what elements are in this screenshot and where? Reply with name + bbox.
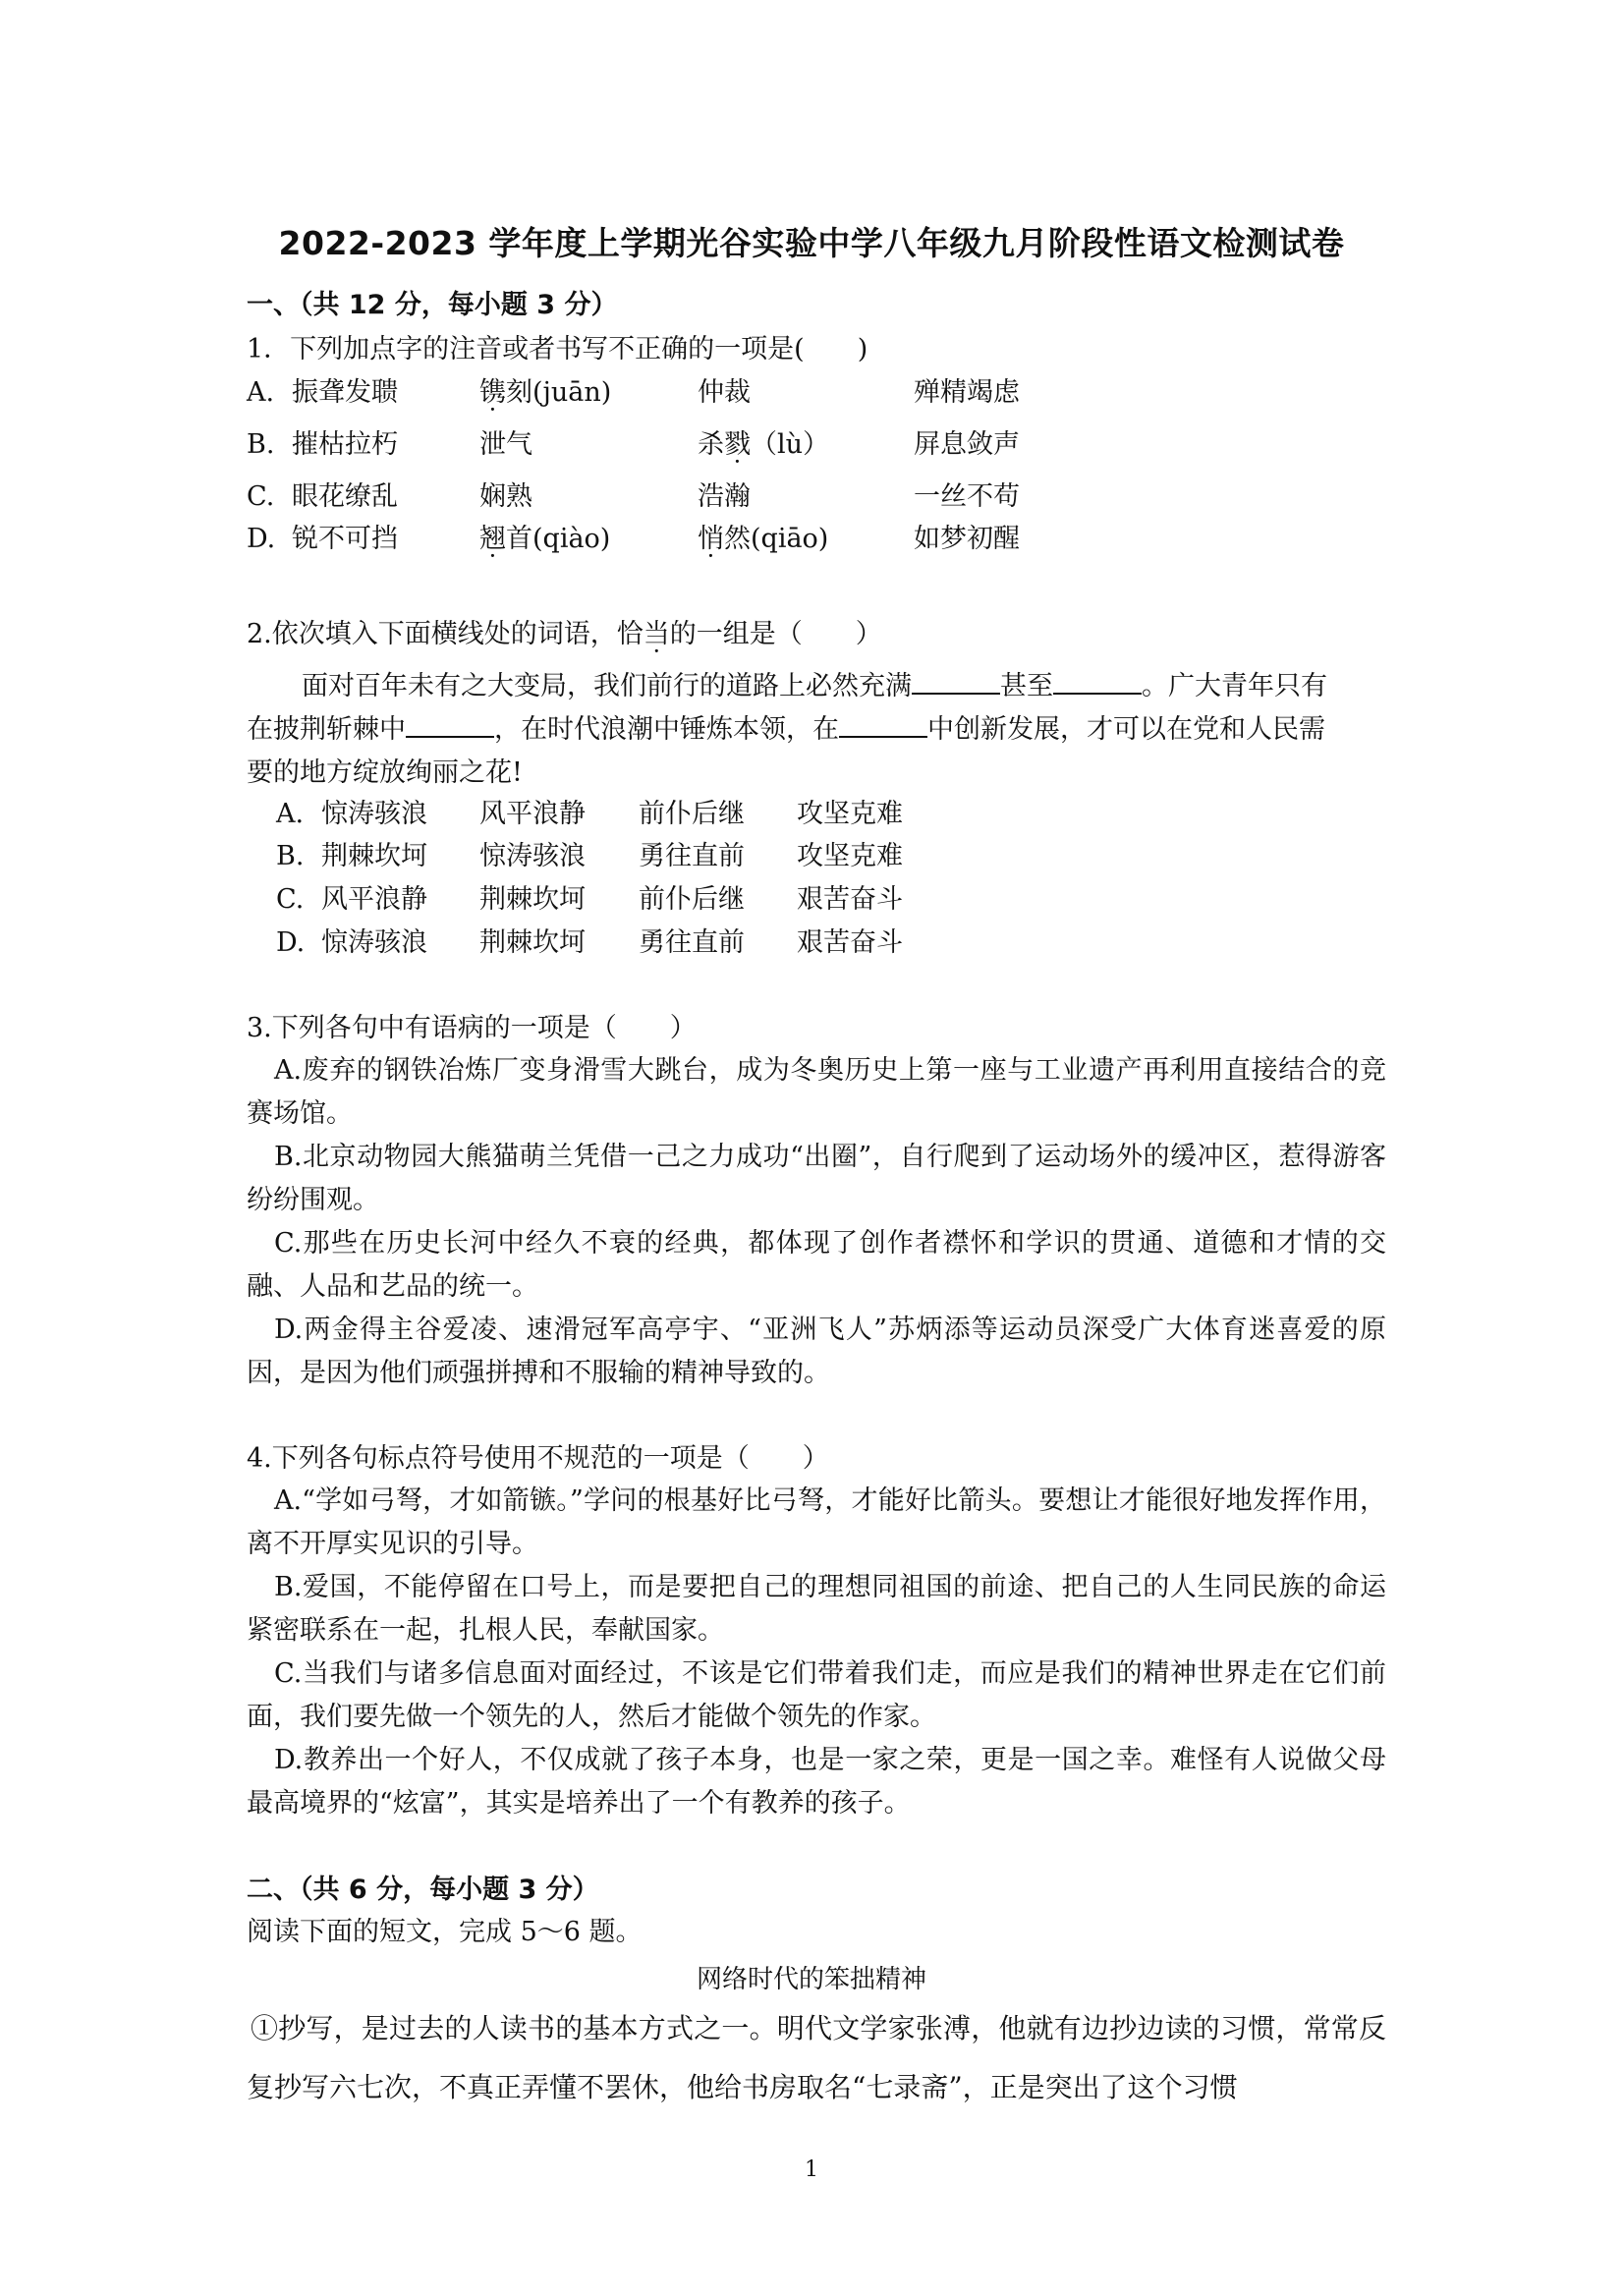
essay-title: 网络时代的笨拙精神 xyxy=(696,1965,926,1994)
q4-option-b: B.爱国，不能停留在口号上，而是要把自己的理想同祖国的前途、把自己的人生同民族的命运紧密联系在一起，扎根人民，奉献国家。 xyxy=(247,1572,1386,1646)
q2-option-b-item: 勇往直前 xyxy=(639,841,745,871)
section-1-heading: 一、（共 12 分，每小题 3 分） xyxy=(247,290,618,320)
q2-option-a-item: 风平浪静 xyxy=(479,799,586,829)
q2-option-d-label: D. xyxy=(276,927,306,958)
blank-1 xyxy=(912,667,1000,695)
q1-option-c-item: 一丝不苟 xyxy=(914,481,1020,512)
q2-option-a-item: 前仆后继 xyxy=(639,799,745,829)
q2-option-a-label: A. xyxy=(276,799,305,829)
q1-option-a-item: 振聋发聩 xyxy=(292,377,398,408)
q3-stem: 3.下列各句中有语病的一项是（ ） xyxy=(247,1013,697,1043)
q1-option-c-item: 眼花缭乱 xyxy=(292,481,398,512)
q2-option-c-item: 艰苦奋斗 xyxy=(797,884,903,915)
section-2-heading: 二、（共 6 分，每小题 3 分） xyxy=(247,1875,599,1905)
q3-option-c: C.那些在历史长河中经久不衰的经典，都体现了创作者襟怀和学识的贯通、道德和才情的交融、人品和艺品的统一。 xyxy=(247,1228,1386,1302)
q1-option-a-item: 仲裁 xyxy=(698,377,751,408)
section-2-intro: 阅读下面的短文，完成 5～6 题。 xyxy=(247,1917,643,1947)
blank-4 xyxy=(839,710,927,738)
q2-option-b-item: 惊涛骇浪 xyxy=(479,841,586,871)
q1-a2-rest: 刻(juān) xyxy=(506,377,612,408)
q1-option-a-item: 殚精竭虑 xyxy=(914,377,1020,408)
q2-option-b-label: B. xyxy=(276,841,305,871)
q2-passage: 面对百年未有之大变局，我们前行的道路上必然充满 甚至 。广大青年只有 在披荆斩棘中 ，在时代浪潮中锤炼本领，在 中创新发展，才可以在党和人民需 要的地方绽放绚丽之花! xyxy=(247,665,1386,795)
q3-option-b: B.北京动物园大熊猫萌兰凭借一己之力成功“出圈”，自行爬到了运动场外的缓冲区，惹得游客纷纷围观。 xyxy=(247,1142,1386,1215)
blank-3 xyxy=(406,710,494,738)
q1-option-a-item: 镌刻(juān) xyxy=(479,377,612,408)
q1-option-b-item: 屏息敛声 xyxy=(914,429,1020,460)
q2-option-a-item: 攻坚克难 xyxy=(797,799,903,829)
q1-option-d-item: 悄然(qiāo) xyxy=(698,524,829,554)
q4-option-a: A.“学如弓弩，才如箭镞。”学问的根基好比弓弩，才能好比箭头。要想让才能很好地发挥作用，离不开厚实见识的引导。 xyxy=(247,1485,1386,1559)
q1-option-d-item: 翘首(qiào) xyxy=(479,524,611,554)
q1-option-d-label: D. xyxy=(247,524,276,554)
exam-title: 2022-2023 学年度上学期光谷实验中学八年级九月阶段性语文检测试卷 xyxy=(278,224,1345,262)
q1-option-c-item: 浩瀚 xyxy=(698,481,751,512)
q1-option-b-item: 摧枯拉朽 xyxy=(292,429,398,460)
q1-stem: 1．下列加点字的注音或者书写不正确的一项是( ) xyxy=(247,334,868,364)
q2-stem: 2.依次填入下面横线处的词语，恰当的一组是（ ） xyxy=(247,619,882,649)
q2-option-c-label: C. xyxy=(276,884,305,915)
q1-option-c-label: C. xyxy=(247,481,275,512)
q3-option-a: A.废弃的钢铁冶炼厂变身滑雪大跳台，成为冬奥历史上第一座与工业遗产再利用直接结合的竞赛场馆。 xyxy=(247,1055,1386,1129)
q1-option-b-item: 泄气 xyxy=(479,429,532,460)
q4-stem: 4.下列各句标点符号使用不规范的一项是（ ） xyxy=(247,1443,829,1474)
q2-option-b-item: 攻坚克难 xyxy=(797,841,903,871)
q2-option-d-item: 勇往直前 xyxy=(639,927,745,958)
q2-option-c-item: 风平浪静 xyxy=(321,884,427,915)
essay-paragraph-1: ①抄写，是过去的人读书的基本方式之一。明代文学家张溥，他就有边抄边读的习惯，常常反复抄写六七次，不真正弄懂不罢休，他给书房取名“七录斋”，正是突出了这个习惯 xyxy=(247,2012,1386,2103)
q1-option-b-item: 杀戮（lù） xyxy=(698,429,830,460)
q2-option-d-item: 惊涛骇浪 xyxy=(321,927,427,958)
q4-option-d: D.教养出一个好人，不仅成就了孩子本身，也是一家之荣，更是一国之幸。难怪有人说做父母最高境界的“炫富”，其实是培养出了一个有教养的孩子。 xyxy=(247,1745,1386,1819)
blank-2 xyxy=(1053,667,1142,695)
q2-option-b-item: 荆棘坎坷 xyxy=(321,841,427,871)
q1-option-b-label: B. xyxy=(247,429,275,460)
q2-option-d-item: 荆棘坎坷 xyxy=(479,927,586,958)
q2-option-a-item: 惊涛骇浪 xyxy=(321,799,427,829)
q3-options xyxy=(247,1049,1386,1395)
q1-option-a-label: A. xyxy=(247,377,275,408)
q1-option-c-item: 娴熟 xyxy=(479,481,532,512)
q1-option-d-item: 锐不可挡 xyxy=(292,524,398,554)
q4-options xyxy=(247,1480,1386,1825)
essay-body xyxy=(247,1999,1386,2117)
q2-option-c-item: 荆棘坎坷 xyxy=(479,884,586,915)
q2-option-d-item: 艰苦奋斗 xyxy=(797,927,903,958)
q4-option-c: C.当我们与诸多信息面对面经过，不该是它们带着我们走，而应是我们的精神世界走在它们前面，我们要先做一个领先的人，然后才能做个领先的作家。 xyxy=(247,1658,1386,1732)
q2-option-c-item: 前仆后继 xyxy=(639,884,745,915)
page-number: 1 xyxy=(805,2157,818,2182)
q3-option-d: D.两金得主谷爱凌、速滑冠军高亭宇、“亚洲飞人”苏炳添等运动员深受广大体育迷喜爱的原因，是因为他们顽强拼搏和不服输的精神导致的。 xyxy=(247,1315,1386,1388)
q1-option-d-item: 如梦初醒 xyxy=(914,524,1020,554)
